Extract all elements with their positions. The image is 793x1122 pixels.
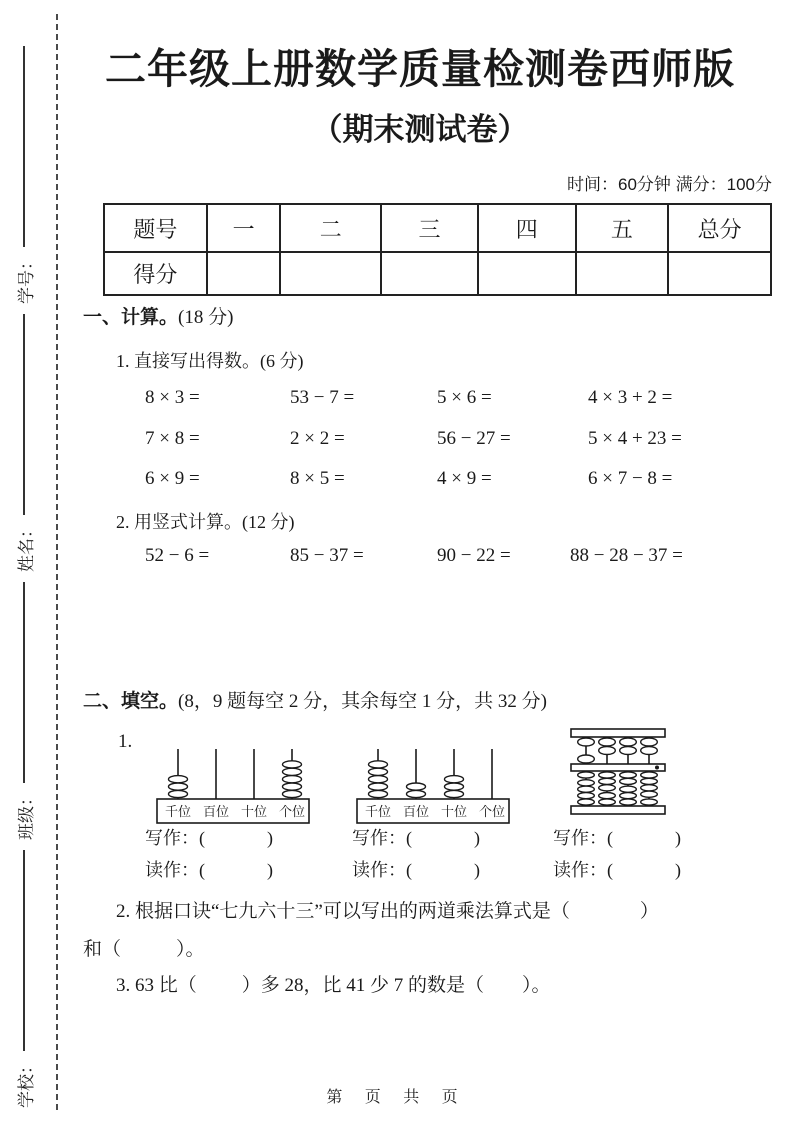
svg-text:个位: 个位 bbox=[278, 804, 306, 819]
svg-text:千位: 千位 bbox=[164, 804, 192, 819]
student-info-sidebar bbox=[6, 40, 42, 1108]
score-row-label: 得分 bbox=[104, 252, 207, 295]
paper-title: 二年级上册数学质量检测卷西师版 bbox=[105, 46, 735, 92]
section2-q2-line1: 2. 根据口诀“七九六十三”可以写出的两道乘法算式是（ ） bbox=[116, 901, 659, 922]
student-id-field-blank bbox=[23, 46, 25, 247]
math-expression: 8 × 5 = bbox=[290, 468, 345, 489]
math-expression: 7 × 8 = bbox=[145, 428, 200, 449]
math-expression: 53 − 7 = bbox=[290, 387, 355, 408]
place-value-counter-1 bbox=[155, 745, 313, 825]
math-expression: 5 × 6 = bbox=[437, 387, 492, 408]
math-expression: 6 × 9 = bbox=[145, 468, 200, 489]
svg-text:十位: 十位 bbox=[440, 804, 468, 819]
place-value-counter-2 bbox=[355, 745, 513, 825]
write-answer-3: 写作：( ) bbox=[553, 828, 681, 848]
section1-q1-label: 1. 直接写出得数。(6 分) bbox=[116, 351, 304, 371]
math-expression: 4 × 9 = bbox=[437, 468, 492, 489]
math-expression: 8 × 3 = bbox=[145, 387, 200, 408]
svg-text:百位: 百位 bbox=[202, 804, 230, 819]
score-table-header-cell: 一 bbox=[207, 204, 281, 252]
section-2-heading: 二、填空。(8，9 题每空 2 分，其余每空 1 分，共 32 分) bbox=[83, 691, 547, 712]
section2-q2-line2: 和（ ）。 bbox=[83, 939, 205, 960]
name-field-label: 姓名： bbox=[16, 521, 36, 572]
read-answer-2: 读作：( ) bbox=[352, 860, 480, 880]
math-expression: 56 − 27 = bbox=[437, 428, 511, 449]
score-table-score-row bbox=[104, 252, 771, 295]
math-expression: 85 − 37 = bbox=[290, 545, 364, 566]
section2-q1-number: 1. bbox=[118, 731, 133, 752]
write-answer-1: 写作：( ) bbox=[145, 828, 273, 848]
section2-q3: 3. 63 比（ ）多 28，比 41 少 7 的数是（ ）。 bbox=[116, 975, 551, 996]
abacus bbox=[570, 727, 666, 817]
score-table-header-cell: 二 bbox=[280, 204, 381, 252]
svg-text:千位: 千位 bbox=[364, 804, 392, 819]
svg-text:个位: 个位 bbox=[478, 804, 506, 819]
score-cell bbox=[478, 252, 576, 295]
section1-q2-label: 2. 用竖式计算。(12 分) bbox=[116, 512, 295, 532]
section-1-heading: 一、计算。(18 分) bbox=[83, 307, 234, 328]
name-field-blank bbox=[23, 314, 25, 515]
read-answer-1: 读作：( ) bbox=[145, 860, 273, 880]
math-expression: 88 − 28 − 37 = bbox=[570, 545, 683, 566]
score-cell bbox=[576, 252, 669, 295]
score-table-header-row bbox=[104, 204, 771, 252]
paper-subtitle: （期末测试卷） bbox=[311, 112, 529, 147]
write-answer-2: 写作：( ) bbox=[352, 828, 480, 848]
score-table bbox=[103, 203, 772, 296]
read-answer-3: 读作：( ) bbox=[553, 860, 681, 880]
student-id-field-label: 学号： bbox=[16, 253, 36, 304]
score-cell bbox=[207, 252, 281, 295]
score-table-header-cell: 四 bbox=[478, 204, 576, 252]
time-and-score-info: 时间：60分钟 满分：100分 bbox=[567, 175, 772, 194]
score-table-header-cell: 三 bbox=[381, 204, 478, 252]
math-expression: 5 × 4 + 23 = bbox=[588, 428, 682, 449]
score-cell bbox=[668, 252, 771, 295]
page-footer: 第 页 共 页 bbox=[326, 1089, 467, 1106]
svg-text:百位: 百位 bbox=[402, 804, 430, 819]
score-table-header-cell: 五 bbox=[576, 204, 669, 252]
math-expression: 6 × 7 − 8 = bbox=[588, 468, 673, 489]
school-field-label: 学校： bbox=[16, 1057, 36, 1108]
score-table-header-cell: 题号 bbox=[104, 204, 207, 252]
score-cell bbox=[280, 252, 381, 295]
math-expression: 2 × 2 = bbox=[290, 428, 345, 449]
class-field-blank bbox=[23, 582, 25, 783]
school-field-blank bbox=[23, 850, 25, 1051]
score-cell bbox=[381, 252, 478, 295]
class-field-label: 班级： bbox=[16, 789, 36, 840]
svg-text:十位: 十位 bbox=[240, 804, 268, 819]
math-expression: 90 − 22 = bbox=[437, 545, 511, 566]
dashed-cut-line bbox=[56, 14, 58, 1110]
score-table-header-cell: 总分 bbox=[668, 204, 771, 252]
math-expression: 52 − 6 = bbox=[145, 545, 210, 566]
math-expression: 4 × 3 + 2 = bbox=[588, 387, 673, 408]
